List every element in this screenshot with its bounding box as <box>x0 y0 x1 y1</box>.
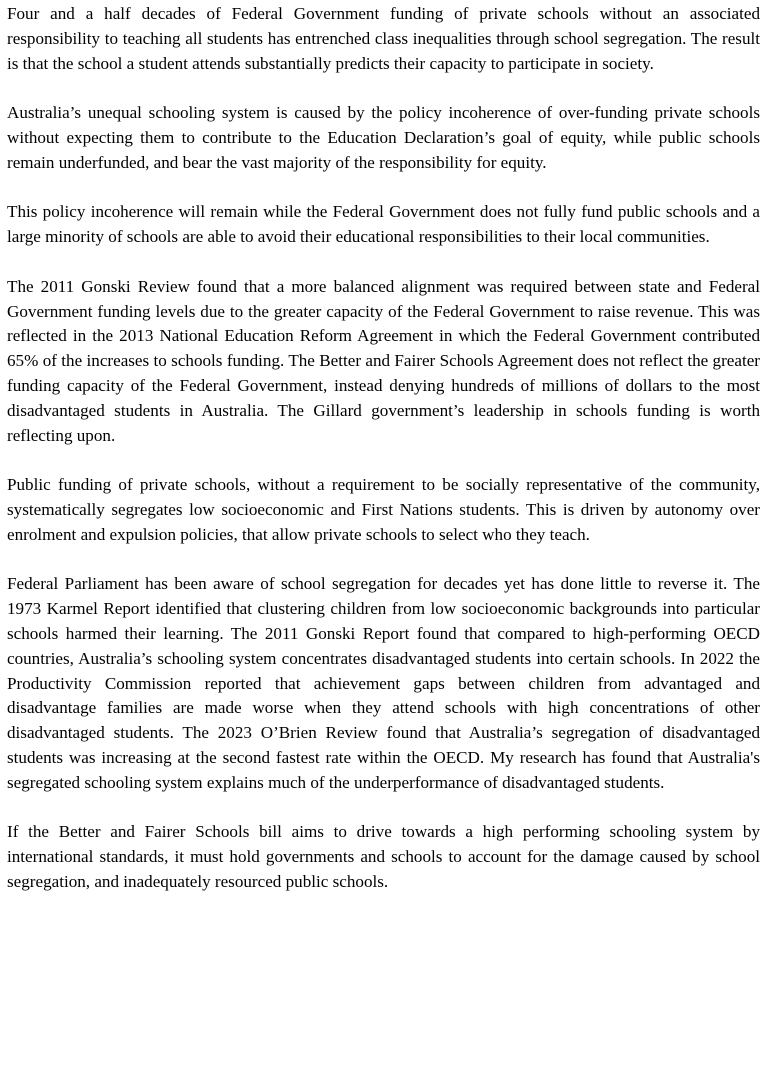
paragraph-conclusion: If the Better and Fairer Schools bill aims to drive towards a high performing schooling system by international standards, it must hold governments and schools to account for the damage caused by school segregation, and inadequately resourced public schools. <box>7 822 760 891</box>
paragraph-intro-segregation: Four and a half decades of Federal Government funding of private schools without an associated responsibility to teaching all students has entrenched class inequalities through school segregation. The result is that the school a student attends substantially predicts their capacity to participate in society. <box>7 4 760 73</box>
paragraph-policy-incoherence: This policy incoherence will remain while the Federal Government does not fully fund public schools and a large minority of schools are able to avoid their educational responsibilities to their local communities. <box>7 202 760 247</box>
paragraph-unequal-system: Australia’s unequal schooling system is caused by the policy incoherence of over-funding private schools without expecting them to contribute to the Education Declaration’s goal of equity, while public schools remain underfunded, and bear the vast majority of the responsibility for equity. <box>7 103 760 172</box>
paragraph-federal-parliament: Federal Parliament has been aware of school segregation for decades yet has done little to reverse it. The 1973 Karmel Report identified that clustering children from low socioeconomic backgrounds into particular schools harmed their learning. The 2011 Gonski Report found that compared to high-performing OECD countries, Australia’s schooling system concentrates disadvantaged students into certain schools. In 2022 the Productivity Commission reported that achievement gaps between children from advantaged and disadvantage families are made worse when they attend schools with high concentrations of other disadvantaged students. The 2023 O’Brien Review found that Australia’s segregation of disadvantaged students was increasing at the second fastest rate within the OECD. My research has found that Australia's segregated schooling system explains much of the underperformance of disadvantaged students. <box>7 574 760 792</box>
paragraph-gonski-review: The 2011 Gonski Review found that a more balanced alignment was required between state and Federal Government funding levels due to the greater capacity of the Federal Government to raise revenue. This was reflected in the 2013 National Education Reform Agreement in which the Federal Government contributed 65% of the increases to schools funding. The Better and Fairer Schools Agreement does not reflect the greater funding capacity of the Federal Government, instead denying hundreds of millions of dollars to the most disadvantaged students in Australia. The Gillard government’s leadership in schools funding is worth reflecting upon. <box>7 276 760 445</box>
paragraph-public-funding: Public funding of private schools, without a requirement to be socially representative of the community, systematically segregates low socioeconomic and First Nations students. This is driven by autonomy over enrolment and expulsion policies, that allow private schools to select who they teach. <box>7 475 760 544</box>
